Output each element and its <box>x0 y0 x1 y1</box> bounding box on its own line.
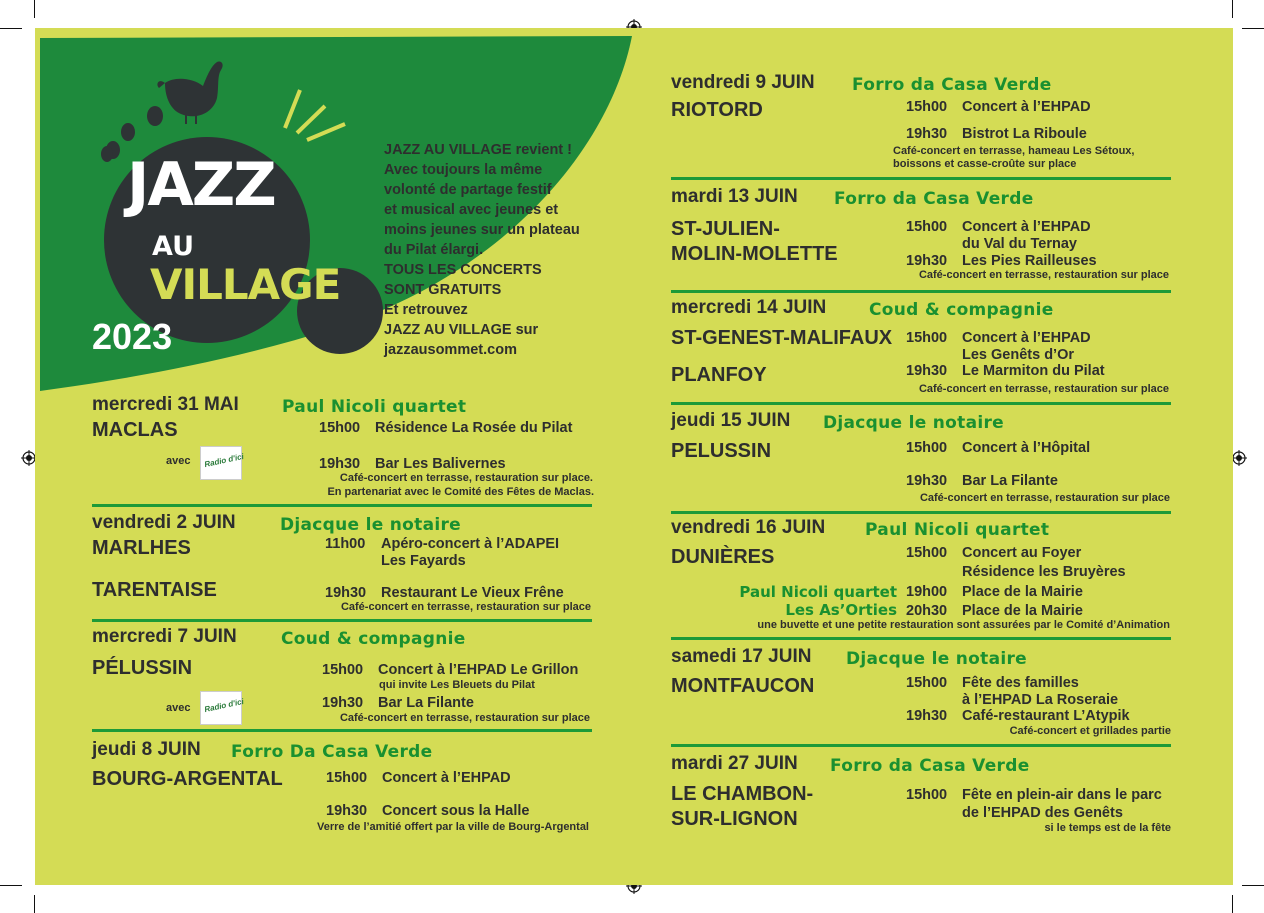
event-band: Forro da Casa Verde <box>852 75 1052 95</box>
event-date: jeudi 15 JUIN <box>671 410 791 431</box>
event-band: Forro Da Casa Verde <box>231 742 433 762</box>
event-town: ST-JULIEN- <box>671 218 780 240</box>
event-venue-detail: du Val du Ternay <box>962 236 1077 252</box>
event-venue: Concert à l’Hôpital <box>962 440 1091 456</box>
intro-line: JAZZ AU VILLAGE sur <box>384 322 539 338</box>
event-town: MONTFAUCON <box>671 675 815 697</box>
divider <box>671 744 1171 747</box>
intro-line: jazzausommet.com <box>384 342 517 358</box>
event-venue: Bistrot La Riboule <box>962 126 1087 142</box>
event-slot <box>906 675 1079 692</box>
event-date: samedi 17 JUIN <box>671 646 812 667</box>
event-note: si le temps est de la fête <box>1044 822 1171 834</box>
event-venue: Concert sous la Halle <box>382 803 530 819</box>
divider <box>671 290 1171 293</box>
event-time: 11h00 <box>325 536 366 552</box>
event-header <box>92 512 236 534</box>
event-venue: Place de la Mairie <box>962 584 1083 600</box>
event-note: Café-concert en terrasse, restauration sur place <box>340 601 591 613</box>
event-venue: Concert à l’EHPAD <box>382 770 511 786</box>
event-date: mercredi 31 MAI <box>92 394 239 415</box>
event-slot <box>319 456 506 473</box>
crop-mark <box>0 28 22 29</box>
event-town: PÉLUSSIN <box>92 657 193 679</box>
intro-line: TOUS LES CONCERTS <box>384 262 542 278</box>
event-header <box>671 517 825 539</box>
event-note: Verre de l’amitié offert par la ville de Bourg-Argental <box>316 821 589 833</box>
event-slot <box>906 545 1081 562</box>
event-band: Coud & compagnie <box>281 629 466 649</box>
event-date: vendredi 16 JUIN <box>671 517 826 538</box>
event-date: vendredi 9 JUIN <box>671 72 815 93</box>
event-venue: Apéro-concert à l’ADAPEI <box>381 536 560 552</box>
event-venue: Concert à l’EHPAD Le Grillon <box>378 662 579 678</box>
event-slot <box>906 440 1090 457</box>
event-slot <box>325 585 564 602</box>
crop-mark <box>1232 0 1233 18</box>
event-note: Café-concert en terrasse, restauration sur place <box>919 492 1170 504</box>
event-time: 19h30 <box>319 456 361 472</box>
event-note: boissons et casse-croûte sur place <box>893 158 1077 170</box>
event-header <box>671 72 815 94</box>
event-time: 15h00 <box>322 662 364 678</box>
event-venue: Concert au Foyer <box>962 545 1082 561</box>
event-band: Djacque le notaire <box>280 515 462 535</box>
event-venue: Le Marmiton du Pilat <box>962 363 1105 379</box>
event-venue: Résidence La Rosée du Pilat <box>375 420 573 436</box>
event-header <box>92 739 201 761</box>
event-time: 20h30 <box>906 603 948 619</box>
event-header <box>671 186 798 208</box>
event-band: Paul Nicoli quartet <box>739 583 897 601</box>
event-venue-detail: Résidence les Bruyères <box>962 564 1126 580</box>
crop-mark <box>34 0 35 18</box>
event-time: 19h30 <box>906 253 948 269</box>
event-venue: Fête des familles <box>962 675 1079 691</box>
event-venue: Restaurant Le Vieux Frêne <box>381 585 564 601</box>
event-town: DUNIÈRES <box>671 546 775 568</box>
radio-logo-text: Radio d'ici <box>203 451 245 470</box>
event-date: mercredi 14 JUIN <box>671 297 827 318</box>
logo-jazz: JAZZ <box>127 150 275 220</box>
event-time: 15h00 <box>906 99 948 115</box>
event-band: Les As’Orties <box>785 601 897 619</box>
intro-line: JAZZ AU VILLAGE revient ! <box>384 142 572 158</box>
logo-village: VILLAGE <box>150 260 341 309</box>
event-venue: Bar La Filante <box>962 473 1058 489</box>
event-time: 15h00 <box>906 787 948 803</box>
event-town: RIOTORD <box>671 99 763 121</box>
event-note: Café-concert et grillades partie <box>1009 725 1171 737</box>
event-slot <box>906 473 1058 490</box>
event-venue-detail: à l’EHPAD La Roseraie <box>962 692 1119 708</box>
event-venue-detail: de l’EHPAD des Genêts <box>962 805 1123 821</box>
divider <box>671 637 1171 640</box>
crop-mark <box>1242 885 1264 886</box>
divider <box>671 177 1171 180</box>
flyer <box>35 28 1233 885</box>
intro-line: et musical avec jeunes et <box>384 202 559 218</box>
event-town: BOURG-ARGENTAL <box>92 768 283 790</box>
event-slot <box>322 695 474 712</box>
event-time: 19h30 <box>322 695 364 711</box>
event-header <box>671 297 826 319</box>
crop-mark <box>1232 895 1233 913</box>
event-date: mercredi 7 JUIN <box>92 626 237 647</box>
event-town: LE CHAMBON- <box>671 783 814 805</box>
event-note: Café-concert en terrasse, restauration sur place <box>918 383 1169 395</box>
event-band: Djacque le notaire <box>823 413 1005 433</box>
event-slot <box>906 330 1091 347</box>
event-date: vendredi 2 JUIN <box>92 512 236 533</box>
event-band: Forro da Casa Verde <box>830 756 1030 776</box>
event-town: ST-GENEST-MALIFAUX <box>671 327 893 349</box>
radio-logo <box>200 691 245 725</box>
event-venue: Bar Les Balivernes <box>375 456 506 472</box>
event-venue: Concert à l’EHPAD <box>962 219 1091 235</box>
event-venue-detail: Les Genêts d’Or <box>962 347 1075 363</box>
event-slot <box>906 787 1162 804</box>
event-slot <box>326 803 529 820</box>
avec-label: avec <box>166 455 191 467</box>
event-date: mardi 27 JUIN <box>671 753 798 774</box>
event-time: 15h00 <box>326 770 368 786</box>
logo-au: AU <box>152 231 194 262</box>
event-band: Coud & compagnie <box>869 300 1054 320</box>
event-slot <box>906 99 1091 116</box>
event-slot <box>906 584 1083 601</box>
intro-line: SONT GRATUITS <box>384 282 502 298</box>
intro-text <box>384 140 624 360</box>
event-time: 15h00 <box>906 545 948 561</box>
event-slot <box>906 126 1087 143</box>
event-time: 19h30 <box>906 708 948 724</box>
event-town: SUR-LIGNON <box>671 808 798 830</box>
radio-logo <box>200 446 245 480</box>
event-date: mardi 13 JUIN <box>671 186 798 207</box>
event-band: Djacque le notaire <box>846 649 1028 669</box>
intro-line: du Pilat élargi. <box>384 242 484 258</box>
event-slot <box>906 708 1130 725</box>
event-time: 19h30 <box>906 363 948 379</box>
event-town: MARLHES <box>92 537 191 559</box>
divider <box>671 402 1171 405</box>
event-note: une buvette et une petite restauration sont assurées par le Comité d’Animation <box>757 619 1170 631</box>
event-town: PELUSSIN <box>671 440 772 462</box>
event-town: PLANFOY <box>671 364 767 386</box>
event-note: Café-concert en terrasse, restauration sur place. <box>339 472 593 484</box>
event-header <box>671 646 811 668</box>
event-note: Café-concert en terrasse, hameau Les Sétoux, <box>893 145 1135 157</box>
event-header <box>671 410 790 432</box>
event-header <box>671 753 798 775</box>
event-band: Paul Nicoli quartet <box>282 397 467 417</box>
crop-mark <box>1242 28 1264 29</box>
intro-line: volonté de partage festif <box>384 182 552 198</box>
event-slot <box>319 420 572 437</box>
event-note: qui invite Les Bleuets du Pilat <box>379 679 535 691</box>
divider <box>92 619 592 622</box>
event-venue: Les Pies Railleuses <box>962 253 1097 269</box>
event-note: Café-concert en terrasse, restauration sur place <box>339 712 590 724</box>
event-time: 19h00 <box>906 584 948 600</box>
event-date: jeudi 8 JUIN <box>92 739 201 760</box>
event-slot <box>906 603 1083 620</box>
intro-line: moins jeunes sur un plateau <box>384 222 580 238</box>
event-note: Café-concert en terrasse, restauration sur place <box>918 269 1169 281</box>
event-town: MACLAS <box>92 419 178 441</box>
event-time: 15h00 <box>906 440 948 456</box>
event-time: 15h00 <box>319 420 361 436</box>
event-note: En partenariat avec le Comité des Fêtes de Maclas. <box>327 486 594 498</box>
radio-logo-text: Radio d'ici <box>203 696 245 715</box>
event-slot <box>322 662 578 679</box>
logo-year: 2023 <box>92 316 173 357</box>
event-slot <box>325 536 559 553</box>
crop-mark <box>0 885 22 886</box>
registration-mark-icon <box>1231 450 1247 466</box>
event-venue: Place de la Mairie <box>962 603 1083 619</box>
event-venue: Concert à l’EHPAD <box>962 99 1091 115</box>
divider <box>92 729 592 732</box>
event-time: 19h30 <box>906 473 948 489</box>
event-time: 19h30 <box>326 803 368 819</box>
divider <box>92 504 592 507</box>
event-slot <box>326 770 511 787</box>
intro-line: Avec toujours la même <box>384 162 543 178</box>
event-time: 19h30 <box>906 126 948 142</box>
event-slot <box>906 253 1097 270</box>
event-venue-detail: Les Fayards <box>381 553 466 569</box>
divider <box>671 511 1171 514</box>
event-header <box>92 626 237 648</box>
event-venue: Concert à l’EHPAD <box>962 330 1091 346</box>
event-band: Forro da Casa Verde <box>834 189 1034 209</box>
intro-line: Et retrouvez <box>384 302 468 318</box>
event-band: Paul Nicoli quartet <box>865 520 1050 540</box>
event-time: 19h30 <box>325 585 367 601</box>
event-venue: Fête en plein-air dans le parc <box>962 787 1162 803</box>
event-time: 15h00 <box>906 219 948 235</box>
event-town: MOLIN-MOLETTE <box>671 243 838 265</box>
avec-label: avec <box>166 702 191 714</box>
event-venue: Café-restaurant L’Atypik <box>962 708 1130 724</box>
event-time: 15h00 <box>906 675 948 691</box>
event-time: 15h00 <box>906 330 948 346</box>
event-header <box>92 394 239 416</box>
event-slot <box>906 363 1105 380</box>
event-venue: Bar La Filante <box>378 695 474 711</box>
crop-mark <box>34 895 35 913</box>
event-town: TARENTAISE <box>92 579 217 601</box>
event-slot <box>906 219 1091 236</box>
